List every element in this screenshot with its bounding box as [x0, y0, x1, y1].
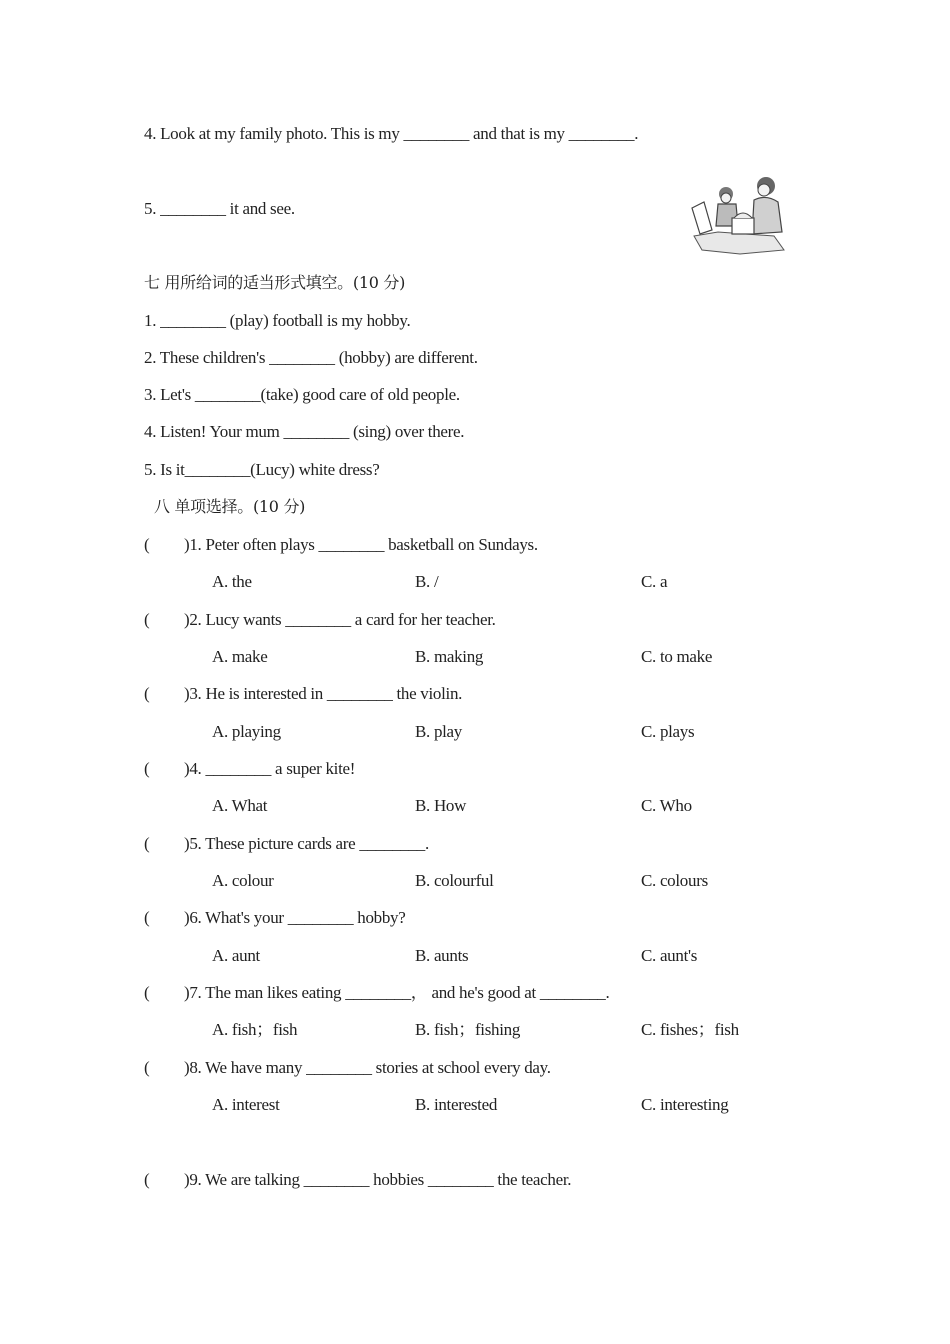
mother-child-illustration: [690, 174, 786, 256]
option-c: C. plays: [641, 722, 695, 741]
answer-paren: (: [144, 535, 150, 554]
mc-question-6: )6. What's your ________ hobby?: [184, 908, 406, 927]
mc-question-2: )2. Lucy wants ________ a card for her teacher.: [184, 610, 496, 629]
mc-question-5: )5. These picture cards are ________.: [184, 834, 429, 853]
option-b: B. making: [415, 647, 484, 666]
option-c: C. to make: [641, 647, 713, 666]
answer-paren: (: [144, 908, 150, 927]
part-7-item: 2. These children's ________ (hobby) are different.: [144, 348, 478, 367]
answer-paren: (: [144, 834, 150, 853]
part-7-item: 5. Is it________(Lucy) white dress?: [144, 460, 380, 479]
option-c: C. colours: [641, 871, 708, 890]
answer-paren: (: [144, 1170, 150, 1189]
option-b: B. /: [415, 572, 439, 591]
option-b: B. fish；fishing: [415, 1020, 521, 1039]
part-8-title: 八 单项选择。(10 分): [154, 497, 306, 516]
option-b: B. colourful: [415, 871, 494, 890]
part-7-item: 3. Let's ________(take) good care of old people.: [144, 385, 460, 404]
option-a: A. What: [212, 796, 268, 815]
answer-paren: (: [144, 983, 150, 1002]
part-7-item: 1. ________ (play) football is my hobby.: [144, 311, 411, 330]
question-6-4: 4. Look at my family photo. This is my ________ and that is my ________.: [144, 124, 639, 143]
option-c: C. Who: [641, 796, 692, 815]
part-7-item: 4. Listen! Your mum ________ (sing) over there.: [144, 422, 465, 441]
mc-question-4: )4. ________ a super kite!: [184, 759, 356, 778]
answer-paren: (: [144, 610, 150, 629]
option-a: A. aunt: [212, 946, 260, 965]
option-a: A. interest: [212, 1095, 280, 1114]
option-c: C. fishes；fish: [641, 1020, 739, 1039]
option-a: A. make: [212, 647, 268, 666]
option-b: B. How: [415, 796, 467, 815]
mc-question-8: )8. We have many ________ stories at school every day.: [184, 1058, 551, 1077]
answer-paren: (: [144, 684, 150, 703]
part-7-title: 七 用所给词的适当形式填空。(10 分): [144, 273, 406, 292]
option-b: B. play: [415, 722, 463, 741]
option-c: C. interesting: [641, 1095, 729, 1114]
option-a: A. fish；fish: [212, 1020, 298, 1039]
mc-question-9: )9. We are talking ________ hobbies ________ the teacher.: [184, 1170, 572, 1189]
option-c: C. a: [641, 572, 668, 591]
question-6-5: 5. ________ it and see.: [144, 199, 295, 218]
answer-paren: (: [144, 759, 150, 778]
option-a: A. the: [212, 572, 252, 591]
option-a: A. playing: [212, 722, 281, 741]
mc-question-3: )3. He is interested in ________ the violin.: [184, 684, 463, 703]
mc-question-1: )1. Peter often plays ________ basketball on Sundays.: [184, 535, 538, 554]
mc-question-7: )7. The man likes eating ________， and he's good at ________.: [184, 983, 610, 1002]
option-a: A. colour: [212, 871, 274, 890]
option-b: B. aunts: [415, 946, 469, 965]
answer-paren: (: [144, 1058, 150, 1077]
option-c: C. aunt's: [641, 946, 698, 965]
option-b: B. interested: [415, 1095, 498, 1114]
